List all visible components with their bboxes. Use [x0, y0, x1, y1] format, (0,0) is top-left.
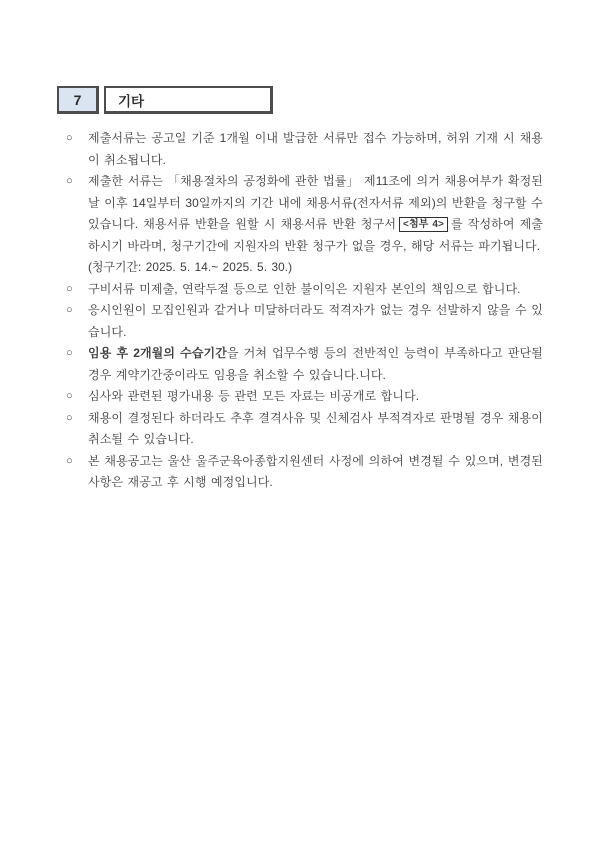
list-item — [64, 300, 543, 343]
section-title-box — [104, 86, 273, 114]
item-text-rest: 을 거쳐 업무수행 등의 전반적인 능력이 부족하다고 판단될 경우 계약기간중이라도 임용을 취소할 수 있습니다.니다. — [88, 346, 543, 382]
list-item-text: 응시인원이 모집인원과 같거나 미달하더라도 적격자가 없는 경우 선발하지 않을 수 있습니다. — [88, 303, 543, 339]
circle-bullet-icon: ○ — [66, 282, 73, 295]
list-item-text: 채용이 결정된다 하더라도 추후 결격사유 및 신체검사 부적격자로 판명될 경우 채용이 취소될 수 있습니다. — [88, 410, 543, 446]
list-item — [64, 343, 543, 386]
circle-bullet-icon: ○ — [66, 347, 73, 359]
section-number: 7 — [73, 91, 82, 108]
list-item — [64, 408, 543, 451]
section-title: 기타 — [118, 93, 145, 109]
section-number-box — [57, 86, 99, 114]
attachment-reference-tag: <첨부 4> — [399, 217, 448, 232]
list-item — [64, 128, 543, 171]
item-text-bold-phrase: 임용 후 2개월의 수습기간 — [88, 346, 227, 360]
list-item — [64, 279, 543, 301]
circle-bullet-icon: ○ — [66, 454, 73, 467]
circle-bullet-icon: ○ — [66, 175, 73, 187]
circle-bullet-icon: ○ — [66, 132, 73, 144]
list-item-text: 구비서류 미제출, 연락두절 등으로 인한 불이익은 지원자 본인의 책임으로 합니다. — [88, 281, 521, 296]
item-text-before-attachment: 제출한 서류는 「채용절차의 공정화에 관한 법률」 제11조에 의거 채용여부가 확정된 날 이후 14일부터 30일까지의 기간 내에 채용서류(전자서류 제외)의 반환을 청구할 수 있습니다. 채용서류 반환을 원할 시 채용서류 반환 청구서 — [88, 174, 543, 231]
circle-bullet-icon: ○ — [66, 304, 73, 316]
circle-bullet-icon: ○ — [66, 411, 73, 424]
notice-list — [64, 128, 543, 494]
list-item-text — [88, 171, 543, 279]
claim-period-note: (청구기간: 2025. 5. 14.~ 2025. 5. 30.) — [88, 260, 293, 274]
circle-bullet-icon: ○ — [66, 390, 73, 402]
list-item — [64, 451, 543, 494]
list-item-text — [88, 343, 543, 386]
list-item-text: 제출서류는 공고일 기준 1개월 이내 발급한 서류만 접수 가능하며, 허위 기재 시 채용이 취소됩니다. — [88, 131, 543, 167]
list-item — [64, 386, 543, 408]
list-item-text: 심사와 관련된 평가내용 등 관련 모든 자료는 비공개로 합니다. — [88, 389, 420, 403]
item-text-after-attachment: 를 작성하여 제출하시기 바라며, 청구기간에 지원자의 반환 청구가 없을 경우, 해당 서류는 파기됩니다. — [88, 217, 544, 253]
list-item — [64, 171, 543, 279]
section-header — [57, 86, 273, 114]
list-item-text: 본 채용공고는 울산 울주군육아종합지원센터 사정에 의하여 변경될 수 있으며, 변경된 사항은 재공고 후 시행 예정입니다. — [88, 453, 543, 489]
